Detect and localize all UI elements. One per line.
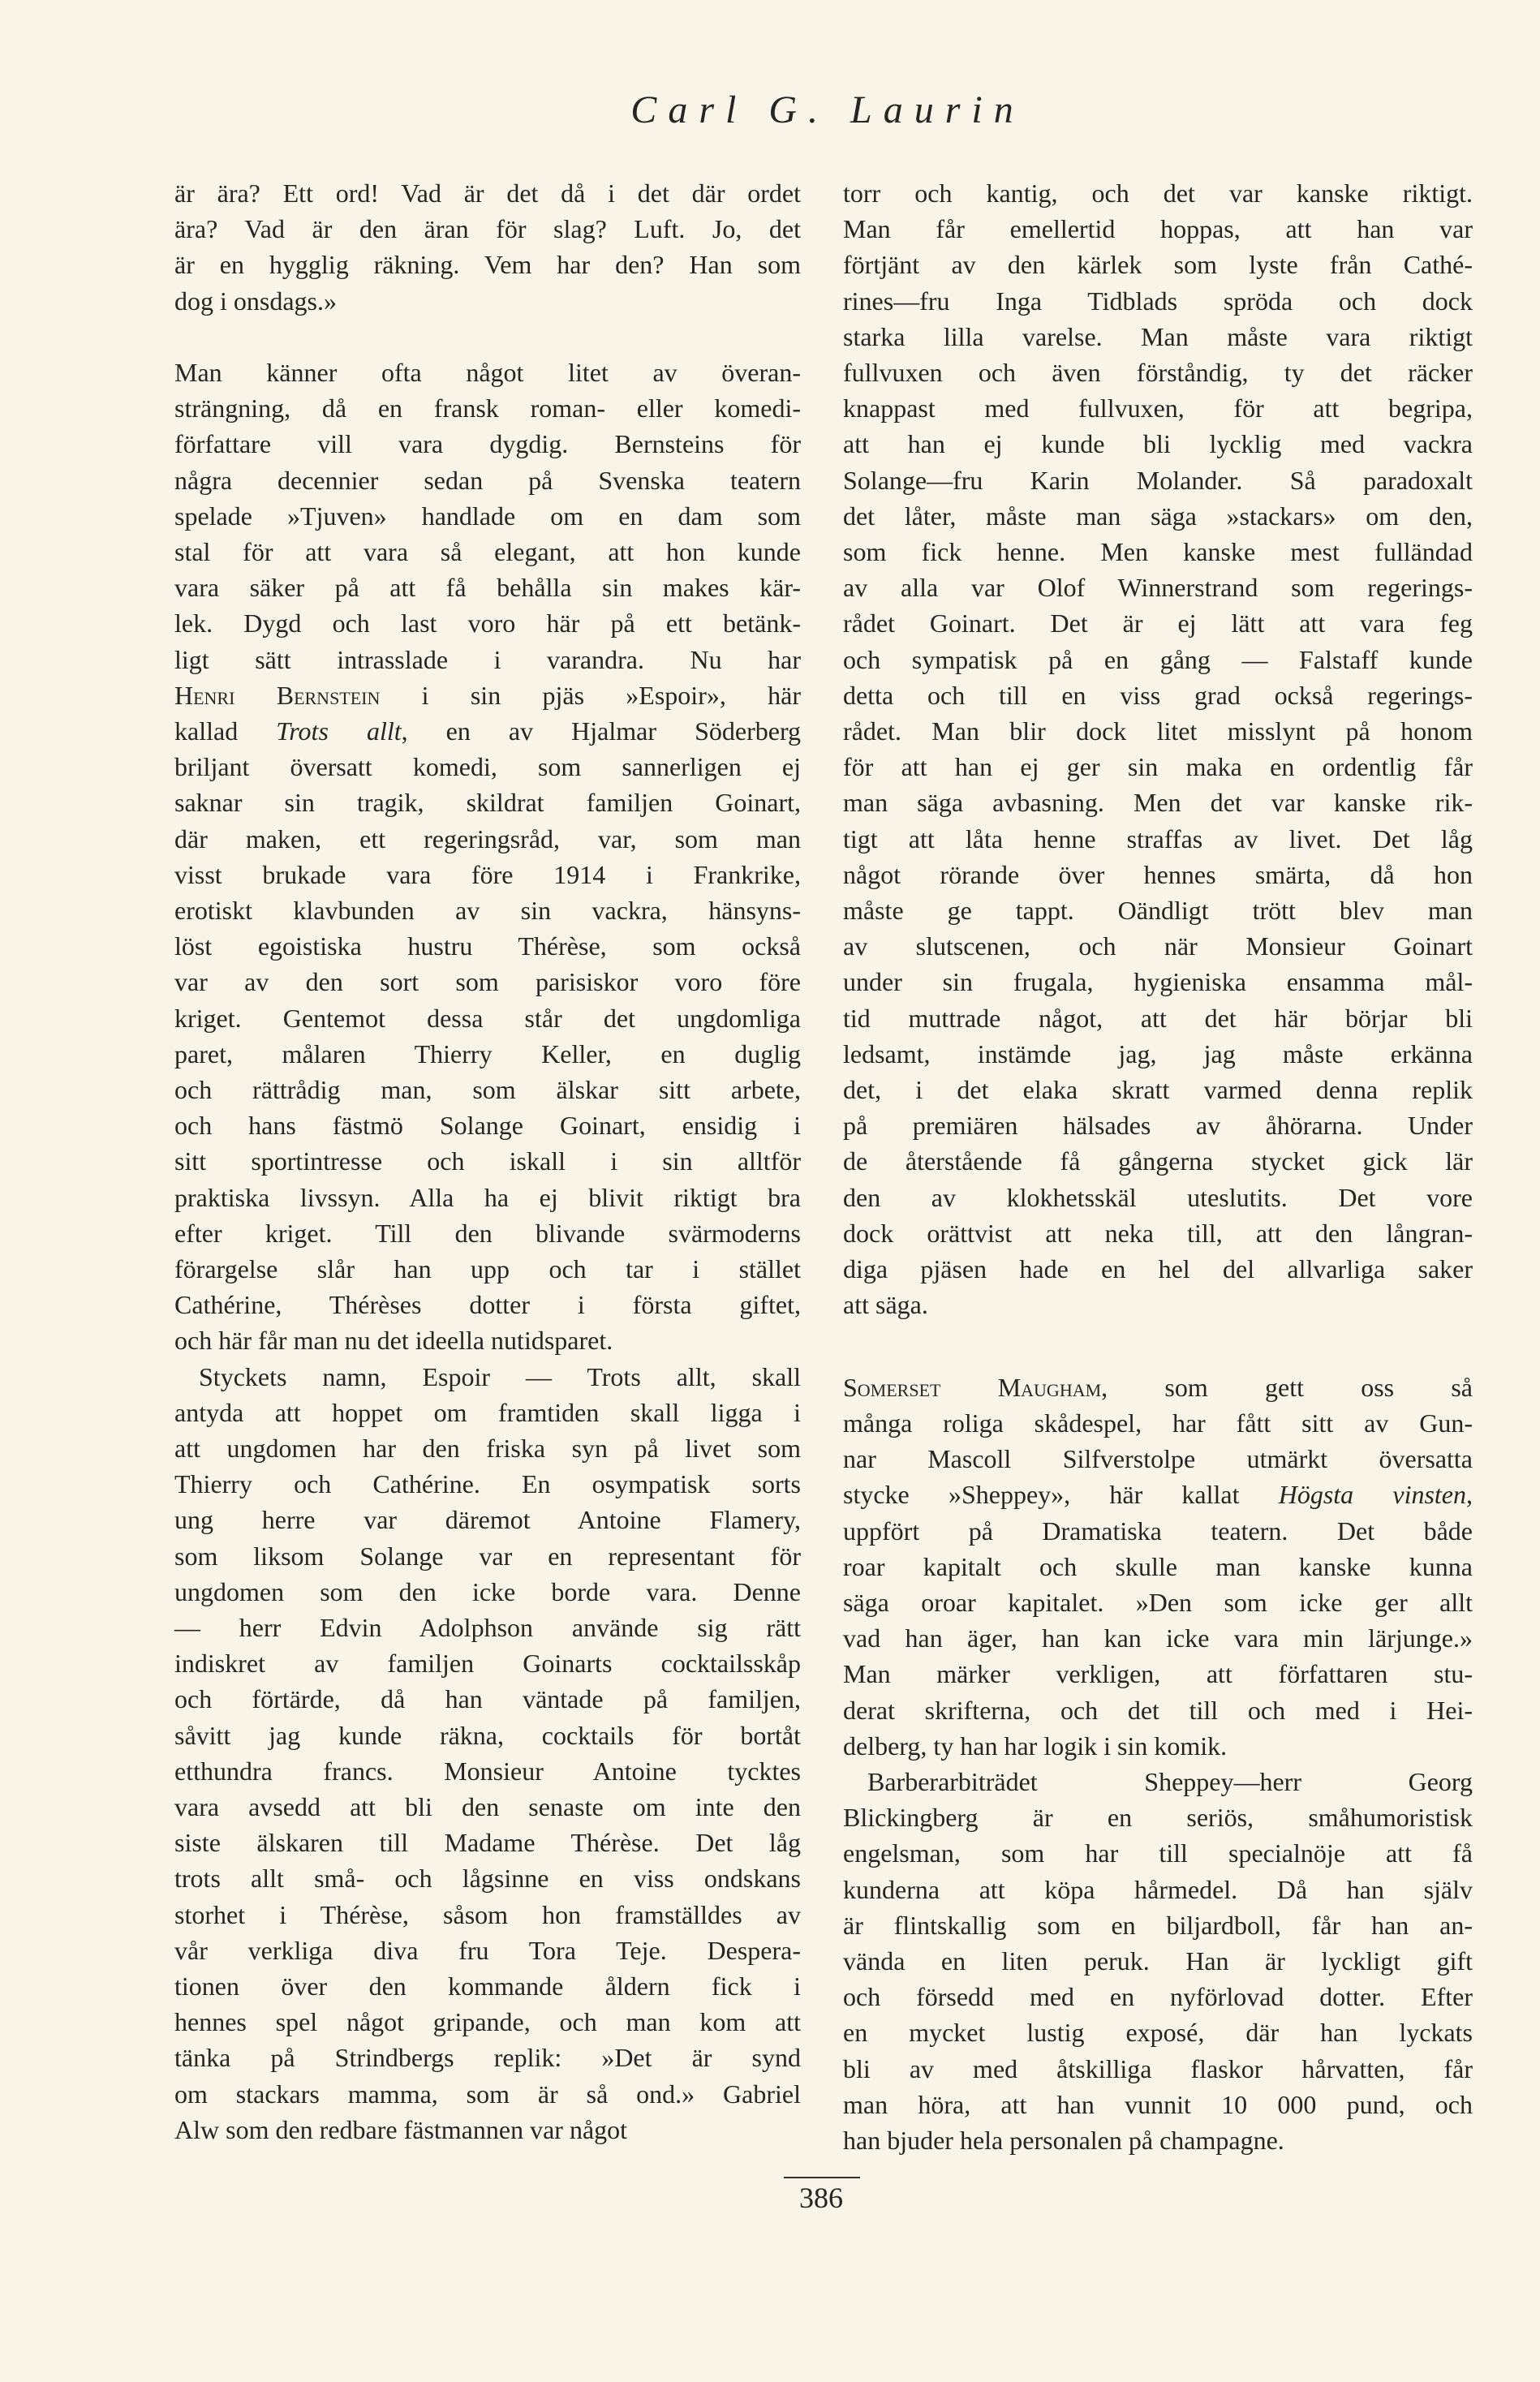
text-line xyxy=(843,2014,1473,2050)
text-line xyxy=(843,570,1473,605)
text-segment: som fick henne. Men kanske mest fulländad xyxy=(843,537,1473,566)
text-line xyxy=(843,605,1473,641)
text-line xyxy=(174,749,801,785)
text-segment: tigt att låta henne straffas av livet. Det låg xyxy=(843,823,1473,853)
play-title: Trots allt xyxy=(276,716,402,746)
text-line xyxy=(843,892,1473,928)
text-line xyxy=(174,1718,801,1753)
text-line xyxy=(843,1369,1473,1405)
text-segment: derat skrifterna, och det till och med i Hei- xyxy=(843,1695,1473,1725)
text-segment: där maken, ett regeringsråd, var, som man xyxy=(174,823,801,853)
text-segment: ledsamt, instämde jag, jag måste erkänna xyxy=(843,1038,1473,1068)
text-segment: författare vill vara dygdig. Bernsteins för xyxy=(174,429,801,459)
text-segment: och här får man nu det ideella nutidsparet. xyxy=(174,1326,613,1356)
text-segment: stycke »Sheppey», här kallat xyxy=(843,1480,1279,1510)
text-line xyxy=(843,1287,1473,1322)
text-segment: ungdomen som den icke borde vara. Denne xyxy=(174,1576,801,1606)
text-line xyxy=(843,1764,1473,1799)
text-line xyxy=(174,2076,801,2112)
text-segment: många roliga skådespel, har fått sitt av Gun- xyxy=(843,1408,1473,1438)
text-line xyxy=(174,2112,801,2148)
text-segment: var av den sort som parisiskor voro före xyxy=(174,967,801,997)
text-line xyxy=(843,713,1473,749)
text-segment: indiskret av familjen Goinarts cocktailsskåp xyxy=(174,1649,801,1679)
text-line xyxy=(843,1441,1473,1477)
text-segment: är en hygglig räkning. Vem har den? Han som xyxy=(174,250,801,280)
text-segment: på premiären hälsades av åhörarna. Under xyxy=(843,1111,1473,1141)
text-segment: diga pjäsen hade en hel del allvarliga saker xyxy=(843,1254,1473,1283)
text-segment: rines—fru Inga Tidblads spröda och dock xyxy=(843,286,1473,316)
text-line xyxy=(174,1036,801,1072)
text-line xyxy=(174,1789,801,1825)
text-segment: vara avsedd att bli den senaste om inte den xyxy=(174,1792,801,1821)
text-segment: knappast med fullvuxen, för att begripa, xyxy=(843,393,1473,424)
text-line xyxy=(843,283,1473,319)
text-line xyxy=(174,892,801,928)
text-line xyxy=(174,1753,801,1789)
text-segment: siste älskaren till Madame Thérèse. Det låg xyxy=(174,1828,801,1858)
text-line xyxy=(174,1968,801,2004)
text-segment: är flintskallig som en biljardboll, får han an- xyxy=(843,1910,1473,1940)
text-segment: kallad xyxy=(174,716,277,746)
text-segment: att ungdomen har den friska syn på livet som xyxy=(174,1434,801,1463)
text-line xyxy=(843,1107,1473,1143)
text-line xyxy=(843,857,1473,892)
text-line xyxy=(843,1477,1473,1512)
text-line xyxy=(174,426,801,462)
text-line xyxy=(843,426,1473,462)
text-line xyxy=(174,1502,801,1537)
text-line xyxy=(843,355,1473,390)
text-line xyxy=(174,857,801,892)
running-head-author: Carl G. Laurin xyxy=(630,88,1025,131)
text-line xyxy=(843,1656,1473,1692)
text-line xyxy=(843,642,1473,677)
text-line xyxy=(174,1143,801,1179)
text-line xyxy=(174,534,801,570)
text-line xyxy=(843,1215,1473,1251)
text-line xyxy=(174,1610,801,1645)
text-segment: som liksom Solange var en representant för xyxy=(174,1541,801,1571)
text-segment: ligt sätt intrasslade i varandra. Nu har xyxy=(174,644,801,674)
text-segment: att säga. xyxy=(843,1290,928,1320)
text-segment: uppfört på Dramatiska teatern. Det både xyxy=(843,1516,1473,1546)
text-segment: förargelse slår han upp och tar i stället xyxy=(174,1254,801,1283)
text-segment: säga oroar kapitalet. »Den som icke ger allt xyxy=(843,1588,1473,1618)
text-line xyxy=(843,2051,1473,2087)
text-segment: stal för att vara så elegant, att hon kunde xyxy=(174,537,801,566)
text-line xyxy=(843,1728,1473,1764)
text-line xyxy=(843,1943,1473,1979)
text-line xyxy=(843,1979,1473,2014)
text-line xyxy=(843,211,1473,247)
text-segment: och försedd med en nyförlovad dotter. Efter xyxy=(843,1982,1473,2012)
text-segment: kunderna att köpa hårmedel. Då han själv xyxy=(843,1874,1473,1904)
text-segment: , som gett oss så xyxy=(1101,1372,1473,1402)
text-line xyxy=(843,2122,1473,2158)
text-line xyxy=(174,785,801,820)
text-segment: av alla var Olof Winnerstrand som regerings- xyxy=(843,573,1473,603)
text-segment: det, i det elaka skratt varmed denna replik xyxy=(843,1075,1473,1104)
text-line xyxy=(843,462,1473,498)
text-line xyxy=(843,1143,1473,1179)
text-line xyxy=(174,677,801,713)
page-number: 386 xyxy=(799,2182,843,2214)
text-line xyxy=(174,1860,801,1896)
text-segment: de återstående få gångerna stycket gick lär xyxy=(843,1146,1473,1176)
text-segment: , en av Hjalmar Söderberg xyxy=(401,716,802,746)
text-segment: ära? Vad är den äran för slag? Luft. Jo, det xyxy=(174,214,801,244)
text-line xyxy=(843,821,1473,857)
text-segment: Man får emellertid hoppas, att han var xyxy=(843,214,1473,244)
text-segment: om stackars mamma, som är så ond.» Gabriel xyxy=(174,2079,801,2109)
text-line xyxy=(843,1799,1473,1835)
text-line xyxy=(843,1692,1473,1728)
text-segment: tänka på Strindbergs replik: »Det är synd xyxy=(174,2043,801,2073)
text-segment: etthundra francs. Monsieur Antoine tycktes xyxy=(174,1756,801,1786)
text-segment: fullvuxen och även förståndig, ty det räcker xyxy=(843,358,1473,387)
text-line xyxy=(843,1405,1473,1441)
text-line xyxy=(174,1359,801,1395)
text-segment: kriget. Gentemot dessa står det ungdomliga xyxy=(174,1003,801,1033)
text-line xyxy=(174,1645,801,1681)
text-line xyxy=(174,1933,801,1968)
text-line xyxy=(174,1395,801,1430)
text-segment: antyda att hoppet om framtiden skall ligga i xyxy=(174,1397,801,1427)
text-segment: Solange—fru Karin Molander. Så paradoxalt xyxy=(843,465,1473,495)
text-segment: vad han äger, han kan icke vara min lärjunge.» xyxy=(843,1623,1473,1653)
text-segment: sitt sportintresse och iskall i sin alltför xyxy=(174,1146,801,1176)
text-segment: Man känner ofta något litet av överan- xyxy=(174,358,801,387)
text-segment: vara säker på att få behålla sin makes kär- xyxy=(174,573,801,603)
text-line xyxy=(843,964,1473,1000)
text-line xyxy=(843,498,1473,534)
text-segment: och förtärde, då han väntade på familjen, xyxy=(174,1684,801,1714)
text-segment: är ära? Ett ord! Vad är det då i det där ordet xyxy=(174,178,801,208)
text-line xyxy=(174,283,801,319)
text-line xyxy=(174,2004,801,2040)
text-segment: rådet Goinart. Det är ej lätt att vara feg xyxy=(843,608,1473,638)
text-segment: i sin pjäs »Espoir», här xyxy=(380,680,801,710)
text-line xyxy=(174,462,801,498)
text-line xyxy=(174,928,801,964)
text-segment: några decennier sedan på Svenska teatern xyxy=(174,465,801,495)
text-segment: den av klokhetsskäl uteslutits. Det vore xyxy=(843,1182,1473,1212)
text-line xyxy=(174,1251,801,1287)
text-segment: efter kriget. Till den blivande svärmoderns xyxy=(174,1218,801,1248)
text-segment: engelsman, som har till specialnöje att få xyxy=(843,1838,1473,1868)
text-segment: erotiskt klavbunden av sin vackra, hänsyns- xyxy=(174,896,801,925)
text-line xyxy=(174,247,801,282)
text-segment: Man märker verkligen, att författaren stu- xyxy=(843,1659,1473,1689)
author-name: Somerset Maugham xyxy=(843,1372,1102,1402)
text-segment: torr och kantig, och det var kanske riktigt. xyxy=(843,178,1473,208)
text-segment: under sin frugala, hygieniska ensamma mål- xyxy=(843,967,1473,997)
text-segment: en mycket lustig exposé, där han lyckats xyxy=(843,2018,1473,2048)
text-segment: tionen över den kommande åldern fick i xyxy=(174,1971,801,2001)
text-line xyxy=(174,498,801,534)
text-line xyxy=(843,1872,1473,1907)
text-line xyxy=(174,211,801,247)
text-line xyxy=(843,534,1473,570)
text-line xyxy=(174,642,801,677)
text-segment: dog i onsdags.» xyxy=(174,286,337,316)
text-segment: praktiska livssyn. Alla ha ej blivit riktigt bra xyxy=(174,1182,801,1212)
text-line xyxy=(174,1466,801,1502)
text-line xyxy=(174,1897,801,1933)
page-number-rule xyxy=(784,2177,860,2178)
text-segment: lek. Dygd och last voro här på ett betänk- xyxy=(174,608,801,638)
text-segment: måste ge tappt. Oändligt trött blev man xyxy=(843,896,1473,925)
text-segment: förtjänt av den kärlek som lyste från Cathé- xyxy=(843,250,1473,280)
text-line xyxy=(174,1538,801,1574)
text-segment: , xyxy=(1466,1480,1473,1510)
text-line xyxy=(843,1072,1473,1107)
text-segment: Alw som den redbare fästmannen var något xyxy=(174,2114,628,2144)
text-line xyxy=(174,964,801,1000)
text-line xyxy=(174,605,801,641)
text-line xyxy=(174,175,801,211)
text-segment: spelade »Tjuven» handlade om en dam som xyxy=(174,501,801,531)
text-segment: något rörande över hennes smärta, då hon xyxy=(843,859,1473,889)
text-line xyxy=(843,2087,1473,2122)
text-segment: Barberarbiträdet Sheppey—herr Georg xyxy=(867,1767,1473,1797)
text-segment: starka lilla varelse. Man måste vara riktigt xyxy=(843,321,1473,351)
text-segment: ung herre var däremot Antoine Flamery, xyxy=(174,1505,801,1535)
text-segment: strängning, då en fransk roman- eller komedi- xyxy=(174,393,801,424)
text-segment: storhet i Thérèse, såsom hon framställdes av xyxy=(174,1899,801,1929)
author-name: Henri Bernstein xyxy=(174,680,381,710)
text-segment: hennes spel något gripande, och man kom att xyxy=(174,2007,801,2037)
text-segment: för att han ej ger sin maka en ordentlig får xyxy=(843,752,1473,782)
text-segment: han bjuder hela personalen på champagne. xyxy=(843,2126,1284,2156)
text-line xyxy=(174,570,801,605)
text-segment: roar kapitalt och skulle man kanske kunna xyxy=(843,1551,1473,1581)
text-segment: löst egoistiska hustru Thérèse, som också xyxy=(174,931,801,961)
text-line xyxy=(174,713,801,749)
text-line xyxy=(843,1620,1473,1656)
text-segment: Cathérine, Thérèses dotter i första giftet, xyxy=(174,1290,801,1320)
text-segment: bli av med åtskilliga flaskor hårvatten, får xyxy=(843,2053,1473,2083)
text-line xyxy=(843,1036,1473,1072)
text-segment: visst brukade vara före 1914 i Frankrike, xyxy=(174,859,801,889)
text-line xyxy=(843,1180,1473,1215)
text-line xyxy=(843,175,1473,211)
text-line xyxy=(843,1251,1473,1287)
text-line xyxy=(843,928,1473,964)
text-line xyxy=(174,1322,801,1358)
text-line xyxy=(843,1513,1473,1549)
text-segment: trots allt små- och lågsinne en viss ondskans xyxy=(174,1864,801,1894)
text-segment: av slutscenen, och när Monsieur Goinart xyxy=(843,931,1473,961)
text-segment: detta och till en viss grad också regerings- xyxy=(843,680,1473,710)
text-segment: man säga avbasning. Men det var kanske rik- xyxy=(843,788,1473,818)
text-line xyxy=(174,1681,801,1717)
text-line xyxy=(174,1180,801,1215)
text-segment: och sympatisk på en gång — Falstaff kunde xyxy=(843,644,1473,674)
text-segment: delberg, ty han har logik i sin komik. xyxy=(843,1731,1228,1761)
text-segment: Thierry och Cathérine. En osympatisk sorts xyxy=(174,1469,801,1499)
text-line xyxy=(174,390,801,426)
text-segment: det låter, måste man säga »stackars» om den, xyxy=(843,501,1473,531)
text-line xyxy=(174,1574,801,1610)
text-segment: tid muttrade något, att det här börjar bli xyxy=(843,1003,1473,1033)
text-line xyxy=(843,1835,1473,1871)
play-title: Högsta vinsten xyxy=(1278,1480,1466,1510)
text-segment: man höra, att han vunnit 10 000 pund, och xyxy=(843,2089,1473,2119)
text-segment: vår verkliga diva fru Tora Teje. Despera- xyxy=(174,1935,801,1965)
text-line xyxy=(174,1215,801,1251)
text-line xyxy=(843,749,1473,785)
text-line xyxy=(174,1430,801,1466)
text-segment: paret, målaren Thierry Keller, en duglig xyxy=(174,1038,801,1068)
text-line xyxy=(174,2040,801,2075)
text-segment: Blickingberg är en seriös, småhumoristisk xyxy=(843,1803,1473,1833)
text-segment: — herr Edvin Adolphson använde sig rätt xyxy=(174,1613,801,1642)
text-line xyxy=(843,390,1473,426)
text-segment: rådet. Man blir dock litet misslynt på honom xyxy=(843,716,1473,746)
text-line xyxy=(174,821,801,857)
text-line xyxy=(843,319,1473,355)
text-segment: vända en liten peruk. Han är lyckligt gift xyxy=(843,1946,1473,1976)
text-line xyxy=(843,677,1473,713)
text-line xyxy=(174,1000,801,1036)
text-line xyxy=(174,1825,801,1860)
text-line xyxy=(174,355,801,390)
text-line xyxy=(174,1107,801,1143)
text-segment: och hans fästmö Solange Goinart, ensidig i xyxy=(174,1111,801,1141)
text-segment: nar Mascoll Silfverstolpe utmärkt översatta xyxy=(843,1444,1473,1474)
text-line xyxy=(174,1287,801,1322)
text-segment: saknar sin tragik, skildrat familjen Goinart, xyxy=(174,788,801,818)
text-segment: briljant översatt komedi, som sannerligen ej xyxy=(174,752,801,782)
text-segment: Styckets namn, Espoir — Trots allt, skall xyxy=(199,1361,801,1391)
text-segment: och rättrådig man, som älskar sitt arbete, xyxy=(174,1075,801,1104)
text-line xyxy=(843,1000,1473,1036)
text-segment: att han ej kunde bli lycklig med vackra xyxy=(843,429,1473,459)
text-line xyxy=(843,247,1473,282)
text-line xyxy=(843,1549,1473,1584)
text-segment: såvitt jag kunde räkna, cocktails för bortåt xyxy=(174,1720,801,1750)
text-segment: dock orättvist att neka till, att den långran- xyxy=(843,1218,1473,1248)
text-line xyxy=(174,1072,801,1107)
text-line xyxy=(843,1907,1473,1943)
text-line xyxy=(843,1584,1473,1620)
text-line xyxy=(843,785,1473,820)
